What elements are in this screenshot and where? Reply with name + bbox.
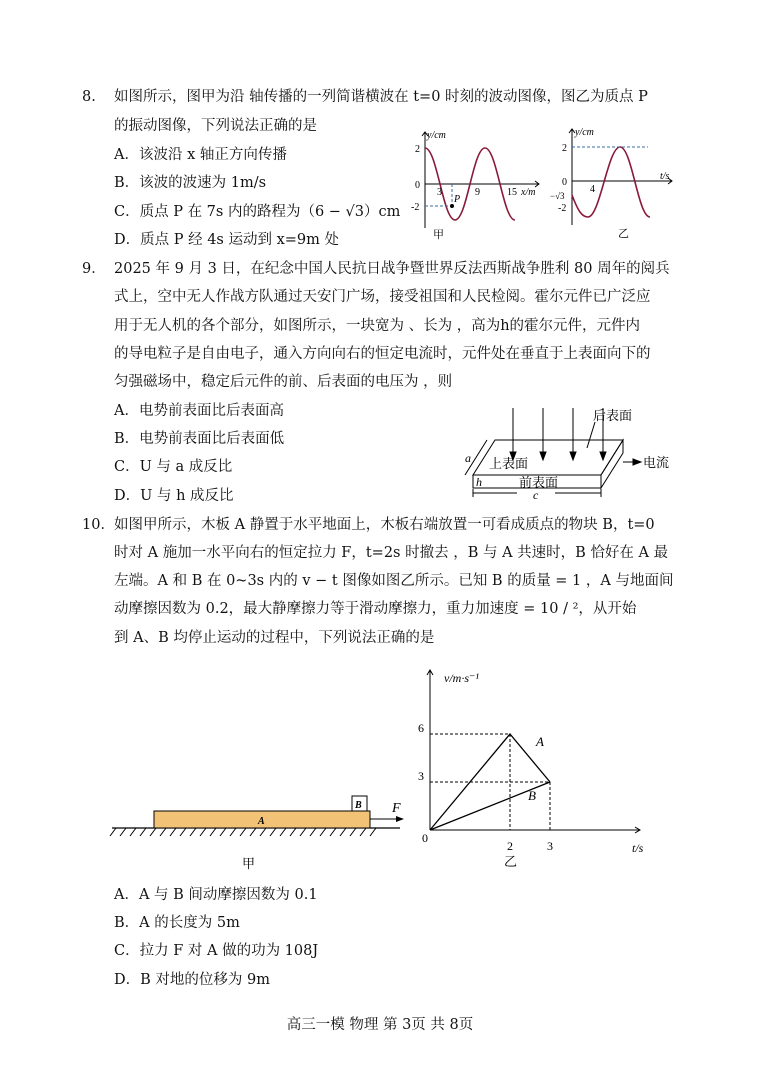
q8-jia-yaxis: y/cm	[427, 130, 446, 141]
q10-option-a: A．A 与 B 间动摩擦因数为 0.1	[114, 887, 318, 903]
q8-jia-ytick-2: 2	[415, 144, 420, 155]
q8-jia-xaxis: x/m	[521, 187, 536, 198]
q10-number: 10．	[82, 517, 115, 533]
q9-stem-line1: 2025 年 9 月 3 日，在纪念中国人民抗日战争暨世界反法西斯战争胜利 80 周年的阅兵	[114, 261, 670, 277]
q8-yi-xtick-4: 4	[590, 184, 595, 195]
q8-yi-ytick-2: 2	[562, 143, 567, 154]
board-a-label: A	[258, 816, 265, 827]
q9-option-a: A．电势前表面比后表面高	[114, 403, 284, 419]
q10-stem-line3: 左端。A 和 B 在 0~3s 内的 v − t 图像如图乙所示。已知 B 的质量 = 1 ，A 与地面间	[114, 573, 674, 589]
q10-stem-line4: 动摩擦因数为 0.2，最大静摩擦力等于滑动摩擦力，重力加速度 = 10 / ²，从开始	[114, 601, 637, 617]
hall-top-label: 上表面	[489, 456, 529, 471]
q8-yi-ytick-sqrt3: −√3	[550, 191, 565, 201]
vt-series-b-label: B	[528, 788, 536, 803]
hall-back-label: 后表面	[593, 408, 633, 423]
vt-xtick-3: 3	[547, 839, 553, 853]
q8-yi-ytick-0: 0	[562, 177, 567, 188]
hall-a-label: a	[465, 451, 471, 465]
vt-ytick-3: 3	[418, 769, 424, 783]
q8-option-d: D．质点 P 经 4s 运动到 x=9m 处	[114, 232, 340, 248]
q10-vt-graph	[400, 660, 660, 875]
q8-yi-caption: 乙	[618, 228, 629, 240]
vt-xaxis-label: t/s	[632, 841, 644, 855]
vt-caption: 乙	[504, 854, 518, 869]
q8-jia-caption: 甲	[433, 229, 444, 240]
q8-vibration-graph	[548, 125, 678, 240]
q9-option-b: B．电势前表面比后表面低	[114, 431, 285, 447]
q9-stem-line3: 用于无人机的各个部分，如图所示，一块宽为 、长为 ，高为h的霍尔元件，元件内	[114, 318, 641, 334]
q9-number: 9．	[82, 261, 106, 277]
q8-option-b: B．该波的波速为 1m/s	[114, 175, 267, 191]
q8-stem-line2: 的振动图像，下列说法正确的是	[114, 118, 317, 134]
q10-jia-caption: 甲	[242, 856, 256, 871]
q8-option-c: C．质点 P 在 7s 内的路程为（6 − √3）cm	[114, 204, 401, 220]
q8-jia-ytick-m2: -2	[411, 202, 420, 213]
q8-stem-line1: 如图所示，图甲为沿 轴传播的一列简谐横波在 t=0 时刻的波动图像，图乙为质点 P	[114, 89, 648, 105]
q8-jia-xtick-9: 9	[475, 187, 480, 198]
q8-jia-xtick-3: 3	[437, 187, 442, 198]
q8-jia-point-p: P	[454, 194, 461, 205]
q10-stem-line1: 如图甲所示，木板 A 静置于水平地面上，木板右端放置一可看成质点的物块 B，t=0	[114, 517, 655, 533]
q8-yi-ytick-m2: -2	[558, 203, 567, 214]
page-footer: 高三一模 物理 第 3页 共 8页	[286, 1017, 474, 1033]
vt-origin-label: 0	[422, 831, 428, 845]
q9-stem-line2: 式上，空中无人作战方队通过天安门广场，接受祖国和人民检阅。霍尔元件已广泛应	[114, 289, 651, 305]
q8-vibration-curve	[572, 147, 650, 217]
hall-c-label: c	[533, 488, 539, 502]
q9-option-d: D．U 与 h 成反比	[114, 488, 234, 504]
hall-current-label: 电流	[643, 455, 670, 470]
q9-option-c: C．U 与 a 成反比	[114, 459, 233, 475]
q9-stem-line4: 的导电粒子是自由电子，通入方向向右的恒定电流时，元件处在垂直于上表面向下的	[114, 346, 651, 362]
block-b-label: B	[355, 800, 362, 811]
hall-front-label: 前表面	[519, 475, 559, 490]
q10-option-c: C．拉力 F 对 A 做的功为 108J	[114, 943, 319, 959]
force-f-label: F	[392, 801, 401, 816]
q10-stem-line2: 时对 A 施加一水平向右的恒定拉力 F，t=2s 时撤去 ，B 与 A 共速时，B 恰好在 A 最	[114, 545, 669, 561]
q8-number: 8.	[82, 89, 96, 105]
q10-option-d: D．B 对地的位移为 9m	[114, 972, 270, 988]
q8-option-a: A．该波沿 x 轴正方向传播	[114, 147, 287, 163]
q10-stem-line5: 到 A、B 均停止运动的过程中，下列说法正确的是	[114, 630, 435, 646]
q8-yi-yaxis: y/cm	[575, 127, 594, 138]
vt-series-a-label: A	[536, 734, 544, 749]
q8-yi-xaxis: t/s	[660, 171, 670, 182]
hall-element-figure	[455, 400, 705, 505]
q10-option-b: B．A 的长度为 5m	[114, 915, 240, 931]
vt-yaxis-label: v/m·s⁻¹	[444, 671, 479, 685]
vt-xtick-2: 2	[507, 839, 513, 853]
q8-wave-graph	[405, 128, 545, 240]
hall-h-label: h	[476, 475, 482, 489]
q8-jia-xtick-15: 15	[507, 187, 517, 198]
q10-board-figure	[108, 790, 418, 875]
q9-stem-line5: 匀强磁场中，稳定后元件的前、后表面的电压为 ，则	[114, 374, 453, 390]
vt-ytick-6: 6	[418, 721, 424, 735]
q8-jia-ytick-0: 0	[415, 180, 420, 191]
